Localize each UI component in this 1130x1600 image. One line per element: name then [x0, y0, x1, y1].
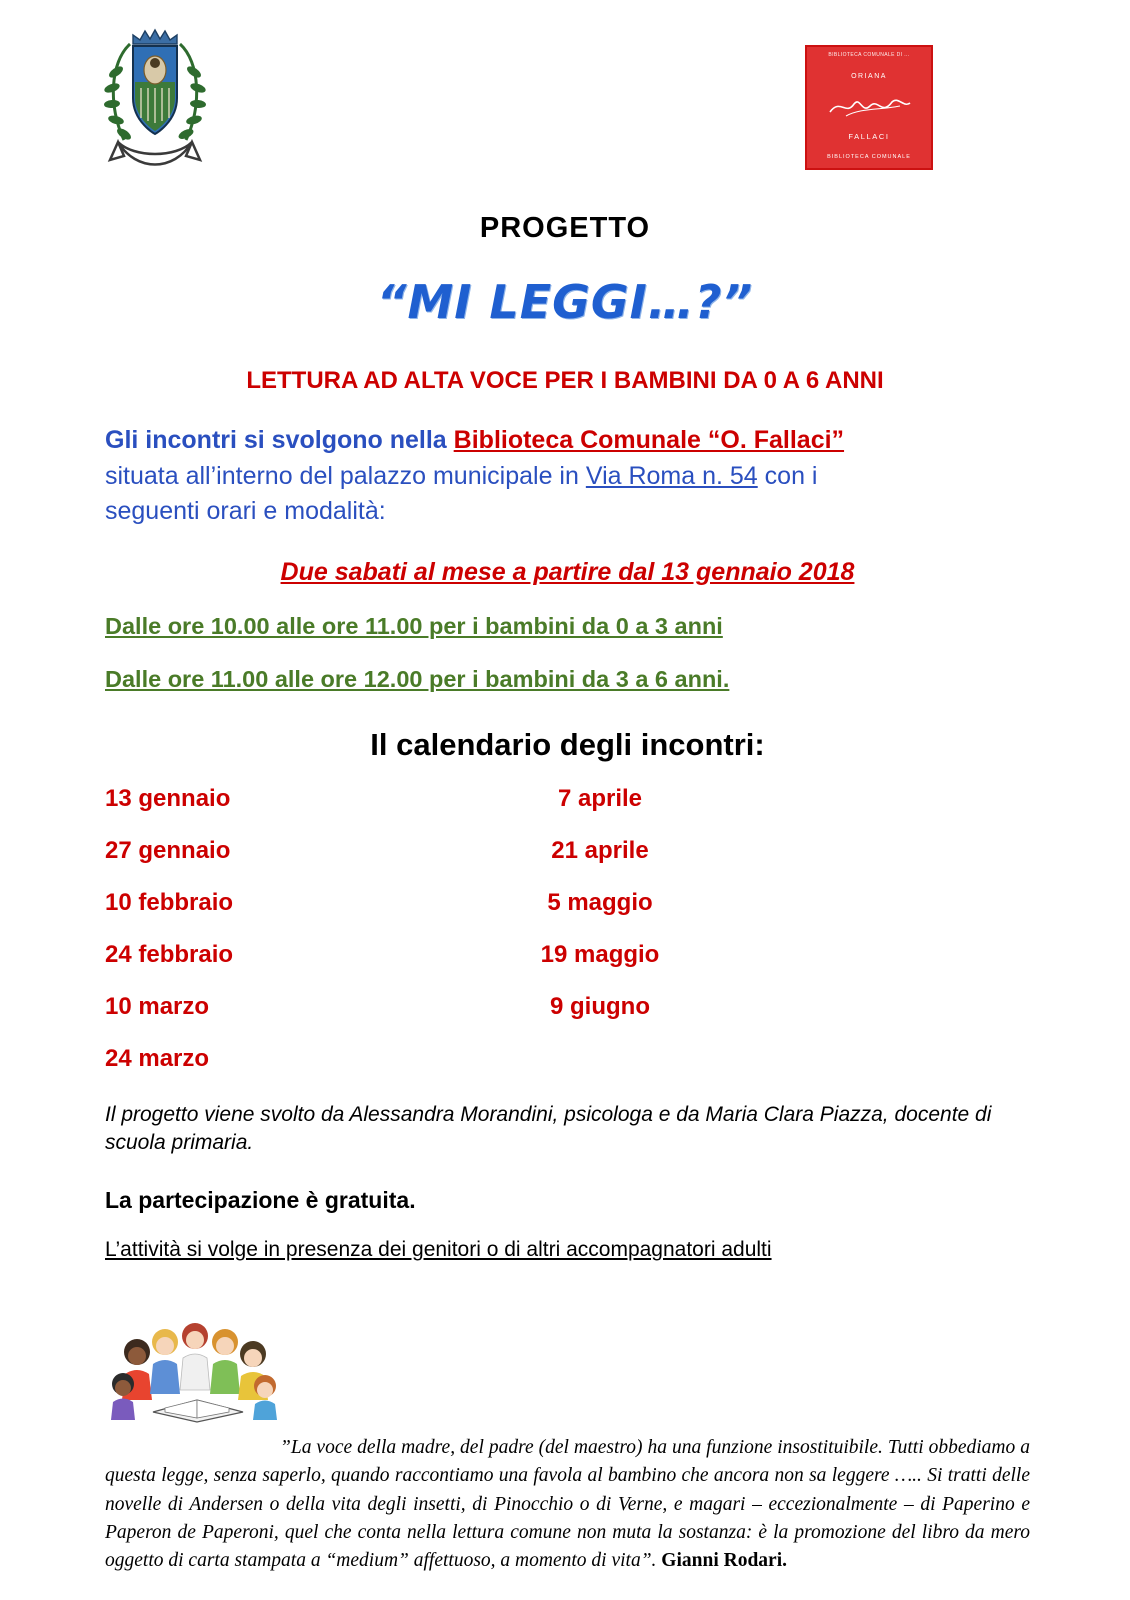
calendar-date: 24 febbraio: [105, 940, 234, 968]
illustration-row: [105, 1308, 1030, 1428]
intro-line2-pre: situata all’interno del palazzo municipale in: [105, 461, 586, 490]
calendar-title: Il calendario degli incontri:: [370, 726, 765, 762]
calendar-date: 13 gennaio: [105, 784, 231, 812]
intro-line1-pre: Gli incontri si svolgono nella: [105, 426, 454, 454]
calendar-date: 10 marzo: [105, 992, 210, 1020]
calendar-date: 27 gennaio: [105, 836, 231, 864]
intro-line2-post: con i: [757, 461, 818, 490]
children-reading-icon: [105, 1308, 285, 1428]
schedule-slot-2: Dalle ore 11.00 alle ore 12.00 per i bambini da 3 a 6 anni.: [105, 665, 730, 692]
calendar-date: 9 giugno: [550, 992, 650, 1020]
calendar-date: 21 aprile: [551, 836, 649, 864]
library-logo-surname: FALLACI: [848, 132, 890, 142]
calendar-date: 19 maggio: [540, 940, 660, 968]
calendar-date: 10 febbraio: [105, 888, 234, 916]
schedule-slot-1: Dalle ore 10.00 alle ore 11.00 per i bambini da 0 a 3 anni: [105, 612, 723, 639]
accompaniment-note: L’attività si volge in presenza dei genitori o di altri accompagnatori adulti: [105, 1238, 772, 1262]
library-logo-bottom-text: BIBLIOTECA COMUNALE: [827, 154, 911, 160]
library-logo-name: ORIANA: [851, 73, 887, 81]
library-name: Biblioteca Comunale “O. Fallaci”: [453, 426, 845, 454]
quotation-text: ”La voce della madre, del padre (del maestro) ha una funzione insostituibile. Tutti obbediamo a questa legge, senza saperlo, quando raccontiamo una favola al bambino che ancora non sa leggere ….. Si tratti delle novelle di Andersen o della vita degli insetti, di Pinocchio o di Verne, e magari – eccezionalmente – di Paperino e Paperon de Paperoni, quel che conta nella lettura comune non muta la sostanza: è la promozione del libro da mero oggetto di carta stampata a “medium” affettuoso, a momento di vita”.: [105, 1437, 1030, 1572]
municipal-crest-icon: [100, 22, 210, 182]
calendar-date: 7 aprile: [557, 784, 643, 812]
free-participation-note: La partecipazione è gratuita.: [105, 1187, 416, 1214]
library-logo-top-text: BIBLIOTECA COMUNALE DI ...: [828, 52, 910, 58]
intro-paragraph: [105, 423, 1030, 530]
signature-icon: [826, 94, 912, 120]
quotation-author: Gianni Rodari.: [661, 1550, 787, 1572]
calendar-date: 5 maggio: [547, 888, 653, 916]
intro-line3: seguenti orari e modalità:: [105, 497, 386, 525]
page-subtitle: LETTURA AD ALTA VOCE PER I BAMBINI DA 0 A 6 ANNI: [246, 367, 884, 394]
calendar-date: [435, 1045, 765, 1073]
header-logos: [0, 0, 1130, 190]
calendar-dates-grid: [105, 785, 1030, 1073]
page-title-progetto: PROGETTO: [479, 212, 651, 244]
schedule-sabati: Due sabati al mese a partire dal 13 gennaio 2018: [280, 557, 855, 586]
calendar-date: 24 marzo: [105, 1044, 210, 1072]
project-name-title: “MI LEGGI…?”: [376, 275, 754, 329]
address: Via Roma n. 54: [585, 461, 758, 490]
quotation: [105, 1434, 1030, 1575]
library-logo: [805, 45, 933, 170]
poster-body: [0, 423, 1130, 1576]
staff-note: Il progetto viene svolto da Alessandra Morandini, psicologa e da Maria Clara Piazza, docente di scuola primaria.: [105, 1102, 992, 1154]
